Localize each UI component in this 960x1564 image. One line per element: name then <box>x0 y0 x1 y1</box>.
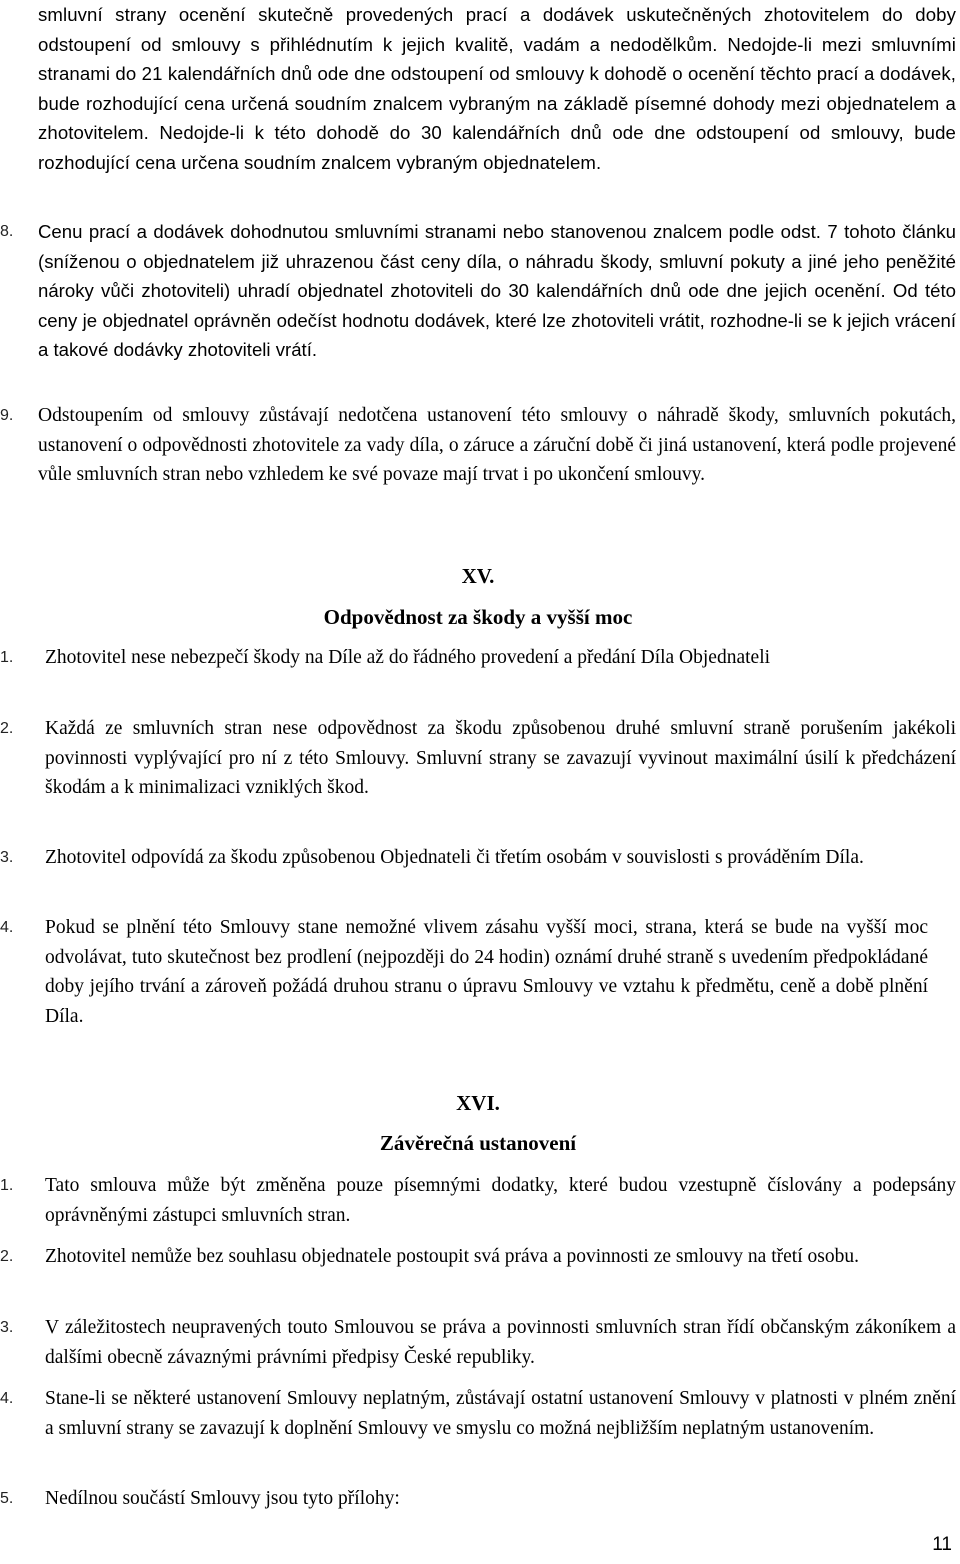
list-item <box>0 643 956 703</box>
list-item-number: 9. <box>0 407 14 424</box>
list-item-text: Každá ze smluvních stran nese odpovědnost za škodu způsobenou druhé smluvní straně porušením jakékoli povinnosti vyplývající pro ní z této Smlouvy. Smluvní strany se zavazují vyvinout maximální úsilí k předcházení škodám a k minimalizaci vzniklých škod. <box>45 718 956 798</box>
list-item-text: Zhotovitel nese nebezpečí škody na Díle až do řádného provedení a předání Díla Objednateli <box>45 647 771 668</box>
section-number: XV. <box>461 564 495 588</box>
list-item <box>0 1171 956 1231</box>
list-item <box>0 1242 956 1302</box>
list-item-number: 1. <box>0 649 14 666</box>
list-item-number: 2. <box>0 1248 14 1265</box>
list-item <box>0 913 956 1033</box>
list-item <box>0 1313 956 1373</box>
section-title: Závěrečná ustanovení <box>379 1131 577 1155</box>
list-item-number: 3. <box>0 1319 14 1336</box>
list-item-number: 5. <box>0 1490 14 1507</box>
list-item-text: Odstoupením od smlouvy zůstávají nedotčena ustanovení této smlouvy o náhradě škody, smluvních pokutách, ustanovení o odpovědnosti zhotovitele za vady díla, o záruce a záruční době či jiná ustanovení, která podle projevené vůle smluvních stran nebo vzhledem ke své povaze mají trvat i po ukončení smlouvy. <box>38 405 956 485</box>
list-item-number: 2. <box>0 720 14 737</box>
section-number: XVI. <box>456 1091 500 1115</box>
list-item-number: 1. <box>0 1177 14 1194</box>
list-item-number: 4. <box>0 1390 14 1407</box>
list-item <box>0 843 956 903</box>
list-item-text: Stane-li se některé ustanovení Smlouvy neplatným, zůstávají ostatní ustanovení Smlouvy v platnosti v plném znění a smluvní strany se zavazují k doplnění Smlouvy ve smyslu co možná nejbližším neplatným ustanovením. <box>45 1388 956 1439</box>
list-item <box>0 714 956 834</box>
list-item-text: Tato smlouva může být změněna pouze písemnými dodatky, které budou vzestupně číslovány a podepsány oprávněnými zástupci smluvních stran. <box>45 1175 956 1226</box>
list-item-text: Zhotovitel odpovídá za škodu způsobenou Objednateli či třetím osobám v souvislosti s prováděním Díla. <box>45 847 864 868</box>
list-item <box>0 1384 956 1474</box>
list-item <box>0 401 956 521</box>
list-item-number: 8. <box>0 223 14 240</box>
intro-paragraph: smluvní strany ocenění skutečně provedených prací a dodávek uskutečněných zhotovitelem do doby odstoupení od smlouvy s přihlédnutím k jejich kvalitě, vadám a nedodělkům. Nedojde-li mezi smluvními stranami do 21 kalendářních dnů ode dne odstoupení od smlouvy k dohodě o ocenění těchto prací a dodávek, bude rozhodující cena určená soudním znalcem vybraným na základě písemné dohody mezi objednatelem a zhotovitelem. Nedojde-li k této dohodě do 30 kalendářních dnů ode dne odstoupení od smlouvy, bude rozhodující cena určena soudním znalcem vybraným objednatelem. <box>38 4 956 173</box>
list-item-text: Nedílnou součástí Smlouvy jsou tyto přílohy: <box>45 1488 400 1509</box>
list-item-text: Zhotovitel nemůže bez souhlasu objednatele postoupit svá práva a povinnosti ze smlouvy na třetí osobu. <box>45 1246 859 1267</box>
list-item <box>0 217 956 360</box>
section-title: Odpovědnost za škody a vyšší moc <box>323 605 633 629</box>
list-item-number: 4. <box>0 919 14 936</box>
list-item-text: V záležitostech neupravených touto Smlouvou se práva a povinnosti smluvních stran řídí občanským zákoníkem a dalšími obecně závaznými právními předpisy České republiky. <box>45 1317 956 1368</box>
list-item-number: 3. <box>0 849 14 866</box>
list-item <box>0 1484 956 1514</box>
page-number: 11 <box>932 1534 952 1555</box>
list-item-text: Pokud se plnění této Smlouvy stane nemožné vlivem zásahu vyšší moci, strana, která se bude na vyšší moc odvolávat, tuto skutečnost bez prodlení (nejpozději do 24 hodin) oznámí druhé straně s uvedením předpokládané doby jejího trvání a zároveň požádá druhou stranu o úpravu Smlouvy ve vztahu k předmětu, ceně a době plnění Díla. <box>45 917 928 1027</box>
list-item-text: Cenu prací a dodávek dohodnutou smluvními stranami nebo stanovenou znalcem podle odst. 7 tohoto článku (sníženou o objednatelem již uhrazenou část ceny díla, o náhradu škody, smluvní pokuty a jiné jeho peněžité nároky vůči zhotoviteli) uhradí objednatel zhotoviteli do 30 kalendářních dnů ode dne jejich ocenění. Od této ceny je objednatel oprávněn odečíst hodnotu dodávek, které lze zhotoviteli vrátit, rozhodne-li se k jejich vrácení a takové dodávky zhotoviteli vrátí. <box>38 221 956 360</box>
